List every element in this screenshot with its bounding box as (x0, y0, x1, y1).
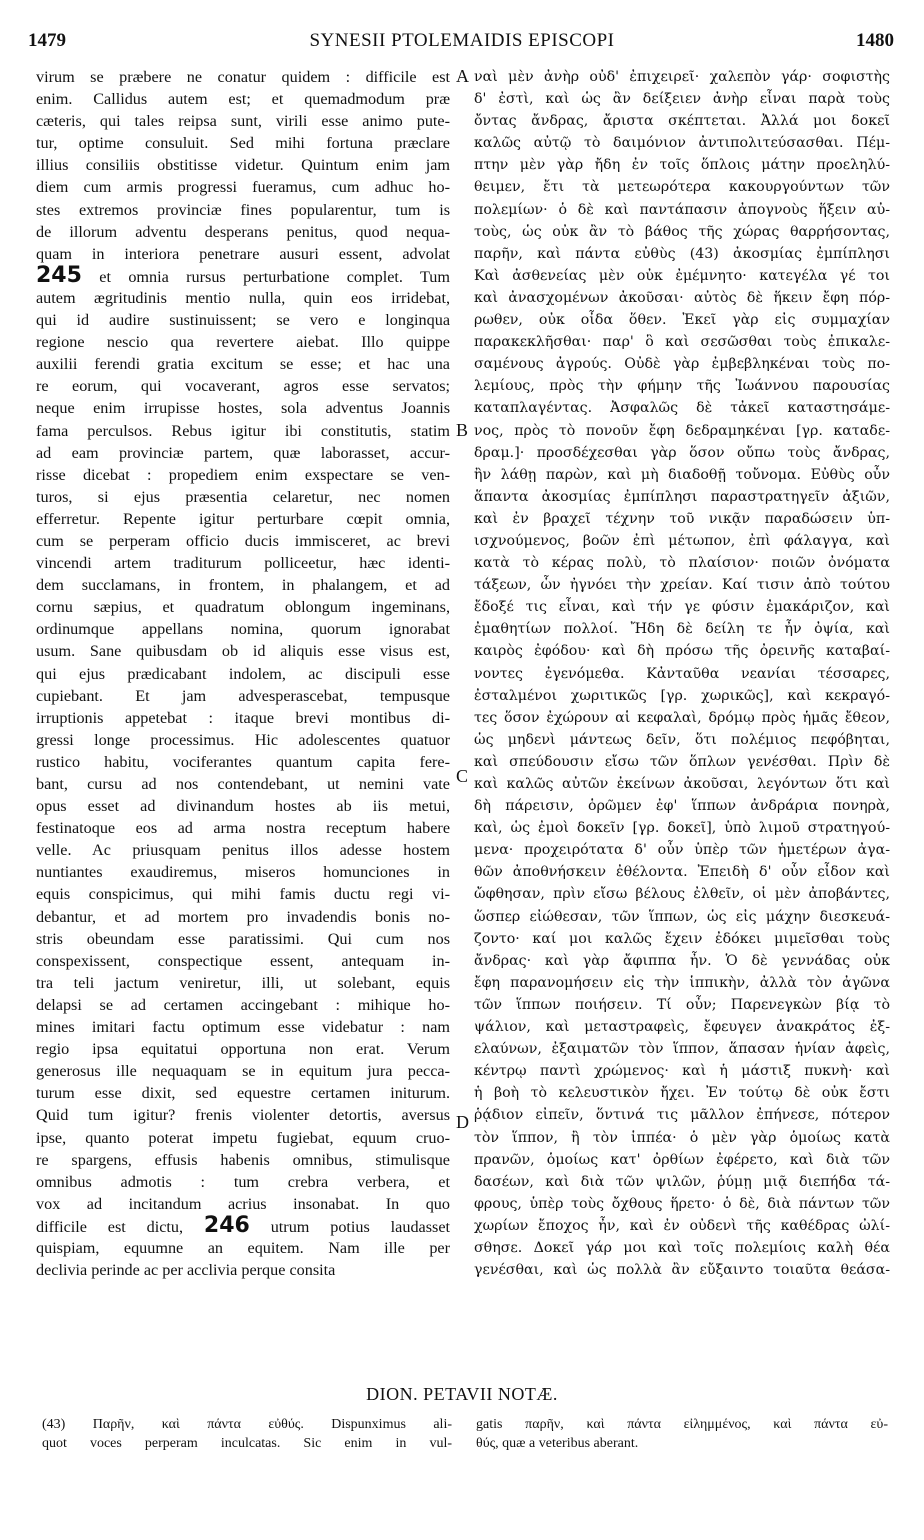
latin-line: tur, optime consuluit. Sed mihi fortuna præclare (36, 134, 450, 153)
latin-line: ordinumque appellans nomina, quorum ignorabat (36, 620, 450, 639)
greek-line: δραμ.]· προσδέχεσθαι γὰρ ὅσον οὔπω τοὺς ἄνδρας, (474, 444, 890, 461)
latin-line: enim. Callidus autem est; et quemadmodum præ (36, 90, 450, 109)
section-number-245: 245 (36, 264, 82, 287)
greek-line: χωρίων ἔποχος ἦν, καὶ ἐν οὐδενὶ τῆς καθέδρας ὠλί- (474, 1217, 890, 1234)
latin-line: quam in interiora penetrare ausuri essent, advolat (36, 244, 450, 263)
latin-line: nuntiantes exaudiremus, miseros homunciones in (36, 863, 450, 882)
latin-line-with-section: difficile est dictu, 246 utrum potius laudasset (36, 1214, 450, 1237)
greek-line: νος, πρὸς τὸ πονοῦν ἔφη δεδραμηκέναι [γρ. καταδε- (474, 422, 890, 439)
latin-line: re spargens, effusis habenis omnibus, stimulisque (36, 1150, 450, 1169)
greek-line: ναὶ μὲν ἀνὴρ οὐδ' ἐπιχειρεῖ· χαλεπὸν γάρ· σοφιστὴς (474, 69, 890, 85)
latin-line: qui id audire sustinuissent; se vero e longinqua (36, 311, 450, 330)
greek-line: ψάλιον, καὶ μεταστραφεὶς, ἔφευγεν ἀνακράτος ἐξ- (474, 1019, 890, 1036)
page-header (26, 30, 898, 56)
greek-line: κέντρῳ παντὶ χρώμενος· καὶ ἡ μάστιξ πυκνὴ· καὶ (474, 1063, 890, 1080)
section-number-246: 246 (203, 1214, 250, 1237)
latin-line: diem cum armis progressi fueramus, cum adhuc ho- (36, 178, 450, 197)
latin-line-with-section (36, 265, 450, 287)
greek-line: παρακεκλῆσθαι· παρ' ὃ καὶ σεσῶσθαι τοὺς ἐπικαλε- (474, 334, 890, 351)
greek-line: μενα· προχειρότατα δ' οὖν ὑπὲρ τῶν ἡμετέρων ἀγα- (474, 842, 890, 859)
greek-line: θῶν ἀποθνήσκειν ἐθέλοντα. Ἐπειδὴ δ' οὖν εἶδον καὶ (474, 864, 890, 881)
latin-line: autem ægritudinis mentio nulla, quin eos irridebat, (36, 288, 450, 307)
notes-heading: DION. PETAVII NOTÆ. (366, 1384, 558, 1404)
latin-line: rustico habitu, vociferantes quantum capita fere- (36, 752, 450, 771)
latin-line: fama perculsos. Rebus igitur ibi constitutis, statim (36, 421, 450, 440)
margin-letter-d: D (456, 1112, 469, 1132)
greek-line: ἡ βοὴ τὸ κελευστικὸν ἤχει. Ἐν τούτῳ δὲ οὐκ ἔστι (474, 1085, 890, 1102)
latin-line: irruptionis appetebat : itaque brevi montibus di- (36, 708, 450, 727)
margin-letter-a: A (456, 66, 469, 86)
latin-line: cupiebant. Et jam advesperascebat, tempusque (36, 686, 450, 705)
greek-line: ἔδοξέ τις εἶναι, καὶ τήν γε φύσιν ἐμακάριζον, καὶ (474, 599, 890, 616)
latin-line: de illorum adventu desperans penitus, quod nequa- (36, 222, 450, 241)
latin-line: conspexissent, conspectique essent, antequam in- (36, 951, 450, 970)
greek-line: καὶ καλῶς αὐτῶν ἐκείνων ἀκοῦσαι, λεγόντων ὅτι καὶ (474, 776, 890, 792)
greek-line: καὶ ἐν βραχεῖ τέχνην τοῦ νικᾷν παραδώσειν ὑπ- (474, 510, 890, 527)
greek-line: καὶ ἀνασχομένων ἀκοῦσαι· αὐτὸς δὲ ἥκειν ἔφη πόρ- (474, 289, 890, 306)
greek-line: ἅπαντα ἀκοσμίας ἐμπίπλησι παραστρατηγεῖν ἀξιῶν, (474, 488, 890, 505)
greek-line: ελαύνων, ἐξαιματῶν τὸν ἵππον, ἅπασαν ἡνίαν ἀφεὶς, (474, 1041, 890, 1058)
greek-line: λεμίους, πρὸς τὴν φήμην τῆς Ἰωάννου παρουσίας (474, 378, 890, 395)
latin-line-text: et omnia rursus perturbatione complet. Tum (99, 267, 450, 286)
latin-line: stes extremos provinciæ fines popularentur, tum is (36, 200, 450, 219)
latin-line: qui ejus prædicabant indolem, ac discipuli esse (36, 664, 450, 683)
latin-line: vincendi artem traditurum polliceetur, hæc identi- (36, 554, 450, 573)
latin-line: neque enim irrupisse hostes, sola adventus Joannis (36, 399, 450, 418)
greek-line: καιρὸς ἐφόδου· καὶ δὴ πρόσω τῆς ὀρεινῆς καταβαί- (474, 643, 890, 660)
latin-line: mines imitari factu optimum esse videbatur : nam (36, 1018, 450, 1037)
greek-line: πρανῶν, ὁμοίως κατ' ὀρθίων ἐφέρετο, καὶ διὰ τῶν (474, 1151, 890, 1168)
greek-line: θειμεν, ἔτι τὰ μετεωρότερα κακουργούντων τῶν (474, 179, 890, 196)
greek-line: καὶ, ὡς ἐμοὶ δοκεῖν [γρ. δοκεῖ], ὑπὸ λιμοῦ στρατηγού- (474, 820, 890, 837)
latin-line: velle. Ac priusquam penitus illos adesse hostem (36, 841, 450, 860)
latin-line: turos, si ejus præsentia celaretur, nec nomen (36, 487, 450, 506)
greek-line: δασέων, καὶ διὰ τῶν ψιλῶν, ῥύμῃ μιᾷ διεπήδα τά- (474, 1173, 890, 1190)
margin-letter-b: B (456, 420, 469, 440)
greek-line: πτην μὲν γὰρ ἤδη ἐν τοῖς ὅπλοις μάτην προεληλύ- (474, 157, 890, 174)
greek-line: σθησε. Δοκεῖ γάρ μοι καὶ τοῖς πολεμίοις καλὴ θέα (474, 1239, 890, 1256)
latin-line: ipse, quanto poterat impetu fugiebat, equum cruo- (36, 1128, 450, 1147)
greek-line: ῥᾴδιον εἰπεῖν, ὅντινά τις μᾶλλον ἐπήνεσε, πότερον (474, 1107, 890, 1124)
latin-line: ad eam provinciæ partem, quæ laborasset, accur- (36, 443, 450, 462)
latin-line: turum esse dixit, sed equestre certamen initurum. (36, 1084, 450, 1103)
greek-line: τοὺς, ὡς οὐκ ἂν τὸ βάθος τῆς χώρας θαρρήσοντας, (474, 223, 890, 240)
greek-line: τάξεων, ὧν ἠγνόει τὴν χρείαν. Καί τισιν ἀπὸ τούτου (474, 577, 890, 594)
greek-line: τὸν ἵππον, ἢ τὸν ἱππέα· ὁ μὲν γὰρ ὁμοίως κατὰ (474, 1129, 890, 1146)
greek-line: κατὰ τὸ κέρας πολὺ, τὸ πλαίσιον· ποιῶν ὀνόματα (474, 555, 890, 572)
greek-line: ὡς μηδενὶ μάντεως δεῖν, ὅτι πολέμιος πεφόβηται, (474, 731, 890, 748)
notes-right-column (476, 1416, 888, 1453)
note-line: θύς, quæ a veteribus aberant. (476, 1435, 639, 1451)
greek-column (474, 66, 890, 1281)
latin-line: bant, cursu ad nos contendebant, ut nemini vate (36, 775, 450, 793)
latin-column (36, 66, 450, 1281)
greek-line: γενέσθαι, καὶ ὡς πολλὰ ἂν εὔξαιντο τοιαῦτα θεάσα- (474, 1262, 890, 1279)
latin-line: auxilii ferendi gratia excitum se esse; et hac una (36, 355, 450, 374)
latin-line: efferretur. Repente igitur perturbare cœpit omnia, (36, 509, 450, 528)
greek-line: ρωθεν, οὐκ οἶδα ὅθεν. Ἐκεῖ γὰρ εἰς συμμαχίαν (474, 312, 890, 329)
greek-line: δ' ἐστὶ, καὶ ὡς ἂν δείξειεν ἀνὴρ εἶναι παρὰ τοὺς (474, 91, 890, 108)
greek-line: ισχνούμενος, βοῶν ἐπὶ μέτωπον, ἐπὶ φάλαγγα, καὶ (474, 532, 890, 549)
latin-line: equis conspicimus, qui mihi famis ductu regi vi- (36, 885, 450, 904)
latin-line: risse dicebat : propediem enim exspectare se ven- (36, 465, 450, 484)
greek-line: ζοντο· καί μοι καλῶς ἔχειν ἐδόκει μιμεῖσθαι τοὺς (474, 930, 890, 947)
greek-line: ὤφθησαν, πρὶν εἴσω βέλους ἐλθεῖν, οἱ μὲν ἀποβάντες, (474, 886, 890, 903)
greek-line: ἄνδρας· καὶ γὰρ ἄφιππα ἦν. Ὁ δὲ γεννάδας οὐκ (474, 952, 890, 969)
latin-line: quispiam, equumne an equitem. Nam ille per (36, 1238, 450, 1257)
greek-line: φρους, ὑπὲρ τοὺς ὄχθους ἥρετο· ὁ δὲ, διὰ πάντων τῶν (474, 1195, 890, 1212)
latin-line: generosus ille nequaquam se in equitum jura pecca- (36, 1062, 450, 1081)
running-title: SYNESII PTOLEMAIDIS EPISCOPI (309, 30, 615, 51)
greek-line: Καὶ ἀσθενείας μὲν οὐκ ἐμέμνητο· κατεγέλα γέ τοι (474, 267, 890, 284)
greek-line: τῶν ἵππων ποιήσειν. Τί οὖν; Παρενεγκὼν βίᾳ τὸ (474, 996, 890, 1013)
page-number-right: 1480 (856, 30, 894, 51)
latin-line: virum se præbere ne conatur quidem : difficile est (36, 68, 450, 86)
notes-left-column (42, 1416, 452, 1453)
latin-line: vox ad incitandum acrius insonabat. In quo (36, 1194, 450, 1213)
greek-line: σαμένους ἀγρούς. Οὐδὲ γὰρ ἐμβεβληκέναι τοὺς πο- (474, 356, 890, 373)
latin-line: cæteris, qui tales reipsa sunt, virili esse animo pute- (36, 112, 450, 131)
greek-line: ὥσπερ εἰώθεσαν, τῶν ἵππων, ὡς εἰς μάχην διεσκευά- (474, 908, 890, 925)
latin-line: cornu sæpius, et quadratum oblongum ingeminans, (36, 598, 450, 617)
latin-line: omnibus admotis : tum crebra verbera, et (36, 1172, 450, 1191)
greek-line: ἐμαθητίων πολλοί. Ἤδη δὲ δείλη τε ἦν ὀψία, καὶ (474, 621, 890, 638)
latin-line: Quid tum igitur? frenis violenter detortis, aversus (36, 1106, 450, 1125)
greek-line: νοντες ἐγενόμεθα. Κἀνταῦθα νεανίαι τέσσαρες, (474, 665, 890, 682)
latin-line: declivia perinde ac per acclivia perque consita (36, 1261, 336, 1280)
latin-line: debantur, et ad mortem pro invadendis bonis no- (36, 907, 450, 926)
latin-line: usum. Sane quibusdam ob id aliquis esse visus est, (36, 642, 450, 661)
latin-line: regione nescio qua revertere aiebat. Illo quippe (36, 333, 450, 352)
greek-line: καταπλαγέντας. Ἀσφαλῶς δὲ τἀκεῖ καταστησάμε- (474, 400, 890, 417)
greek-line: δὴ πάρεισιν, ὁρῶμεν ἐφ' ἵππων ἀνδράρια πονηρὰ, (474, 798, 890, 815)
greek-line: καὶ σπεύδουσιν εἴσω τῶν ὅπλων γενέσθαι. Πρὶν δὲ (474, 753, 890, 770)
latin-line: illius consiliis obstitisse videtur. Quintum enim jam (36, 156, 450, 175)
latin-line: opus esset ad divinandum hostes ab iis metui, (36, 797, 450, 816)
greek-line: πολεμίων· ὁ δὲ καὶ παντάπασιν ἀπογνοὺς ἥξειν αὐ- (474, 201, 890, 218)
greek-line: τες ὅσον ἐχώρουν αἱ κεφαλαὶ, δρόμῳ πρὸς ἡμᾶς ἔθεον, (474, 709, 890, 726)
page-number-left: 1479 (28, 30, 66, 51)
note-line: quot voces perperam inculcatas. Sic enim in vul- (42, 1435, 452, 1451)
latin-line: festinatoque eos ad arma nostra receptum habere (36, 819, 450, 838)
greek-line: παρῆν, καὶ πάντα εὐθὺς (43) ἀκοσμίας ἐμπίπλησι (474, 245, 890, 262)
latin-line: stris obeundam esse paratissimi. Qui cum nos (36, 929, 450, 948)
greek-line: ἔφη παρανομήσειν εἰς τὴν ἱππικὴν, ἀλλὰ τὸν ἀγῶνα (474, 974, 890, 991)
greek-line: ἢν λάθῃ παρὼν, καὶ μὴ διαδοθῇ τοὔνομα. Εὐθὺς οὖν (474, 466, 890, 483)
latin-line: cum se perperam officio ducis immisceret, ac brevi (36, 531, 450, 550)
latin-line: delapsi se ad certamen accingebant : mihique ho- (36, 995, 450, 1014)
greek-line: ἐσταλμένοι χωριτικῶς [γρ. χωρικῶς], καὶ κεκραγό- (474, 687, 890, 704)
latin-line: regio ipsa equitatui opportuna non erat. Verum (36, 1040, 450, 1059)
greek-line: καλῶς αὐτῷ τὸ δαιμόνιον ἀντιπολιτεύσασθαι. Πέμ- (474, 135, 890, 152)
margin-letter-c: C (456, 766, 469, 786)
greek-line: ὄντας ἄνδρας, ἄριστα σκέπτεται. Ἀλλά μοι δοκεῖ (474, 113, 890, 130)
latin-line: gressi longe processimus. Hic adolescentes quatuor (36, 730, 450, 749)
latin-line: dem succlamans, in frontem, in phalangem, et ad (36, 576, 450, 595)
latin-line: tra teli jactum veniretur, illi, ut solebant, equis (36, 973, 450, 992)
note-line: gatis παρῆν, καὶ πάντα εἰλημμένος, καὶ πάντα εὐ- (476, 1417, 888, 1432)
latin-line: re eorum, qui vocaverant, agros esse servatos; (36, 377, 450, 396)
note-line: (43) Παρῆν, καὶ πάντα εὐθύς. Dispunximus ali- (42, 1417, 452, 1432)
